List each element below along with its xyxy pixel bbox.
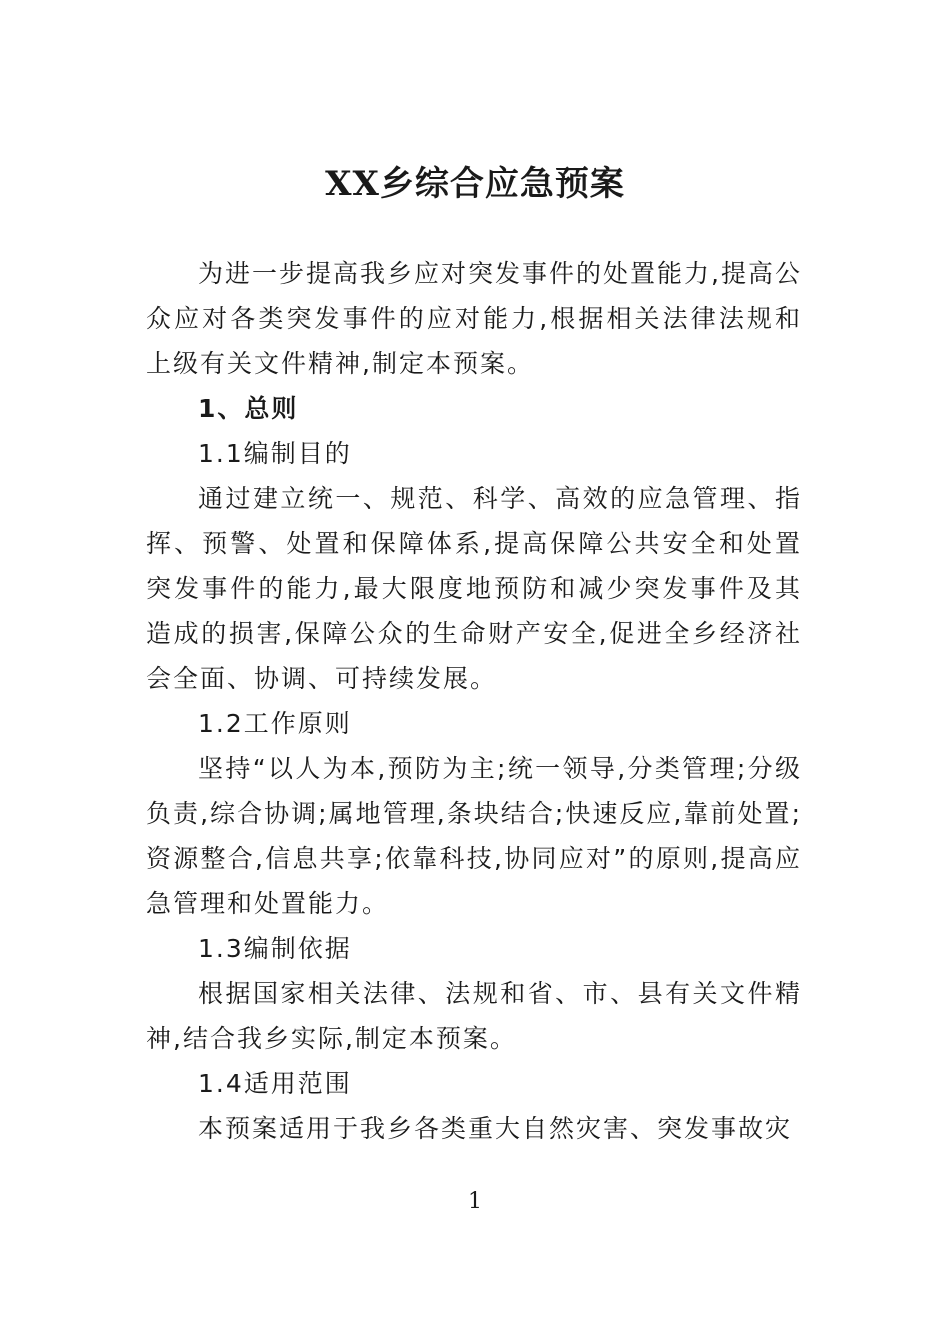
scope-paragraph: 本预案适用于我乡各类重大自然灾害、突发事故灾 — [198, 1114, 793, 1143]
basis-paragraph: 根据国家相关法律、法规和省、市、县有关文件精神,结合我乡实际,制定本预案。 — [146, 979, 802, 1053]
page-number: 1 — [468, 1189, 482, 1214]
section-heading-purpose: 1.1编制目的 — [198, 439, 352, 468]
section-heading-principles: 1.2工作原则 — [198, 709, 352, 738]
section-heading-general: 1、总则 — [198, 394, 299, 423]
section-heading-scope: 1.4适用范围 — [198, 1069, 352, 1098]
intro-paragraph: 为进一步提高我乡应对突发事件的处置能力,提高公众应对各类突发事件的应对能力,根据相关法律法规和上级有关文件精神,制定本预案。 — [146, 259, 802, 378]
document-title: XX乡综合应急预案 — [325, 164, 625, 204]
principles-paragraph: 坚持“以人为本,预防为主;统一领导,分类管理;分级负责,综合协调;属地管理,条块结合;快速反应,靠前处置;资源整合,信息共享;依靠科技,协同应对”的原则,提高应急管理和处置能力。 — [146, 754, 802, 918]
section-heading-basis: 1.3编制依据 — [198, 934, 352, 963]
purpose-paragraph: 通过建立统一、规范、科学、高效的应急管理、指挥、预警、处置和保障体系,提高保障公共安全和处置突发事件的能力,最大限度地预防和减少突发事件及其造成的损害,保障公众的生命财产安全,促进全乡经济社会全面、协调、可持续发展。 — [146, 484, 802, 693]
document-body — [146, 251, 802, 1151]
